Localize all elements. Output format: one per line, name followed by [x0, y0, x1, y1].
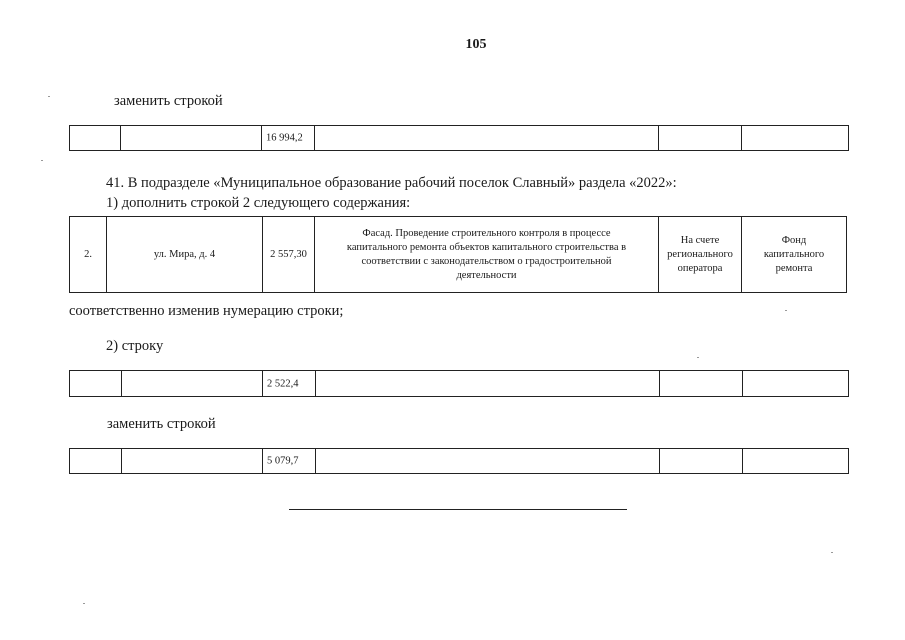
- scan-speck: [83, 603, 85, 604]
- col-account: [660, 449, 743, 473]
- page-number: 105: [465, 37, 487, 52]
- scan-speck: [41, 160, 43, 161]
- col-description: [316, 449, 660, 473]
- amount-value: 5 079,7: [267, 455, 299, 467]
- scan-speck: [48, 96, 50, 97]
- col-number: [70, 371, 122, 396]
- col-description: [315, 126, 659, 150]
- col-address: [122, 449, 263, 473]
- scan-speck: [697, 357, 699, 358]
- col-amount: [262, 126, 315, 150]
- renumber-note-text: соответственно изменив нумерацию строки;: [69, 303, 344, 319]
- item-41-text: 41. В подразделе «Муниципальное образование рабочий поселок Славный» раздела «2022»:: [106, 175, 677, 191]
- item-41-1-text: 1) дополнить строкой 2 следующего содержания:: [106, 195, 411, 211]
- col-amount: [263, 217, 315, 292]
- col-amount: [263, 371, 316, 396]
- col-account: [659, 126, 742, 150]
- col-address: [107, 217, 263, 292]
- col-account: [659, 217, 742, 292]
- scan-speck: [785, 310, 787, 311]
- col-fund: [743, 371, 848, 396]
- col-address: [122, 371, 263, 396]
- new-row-table: [69, 448, 849, 474]
- replace-with-line-text-2: заменить строкой: [107, 416, 216, 432]
- col-description: [315, 217, 659, 292]
- fund-value: Фонд капитального ремонта: [763, 234, 825, 274]
- added-row-table: [69, 216, 847, 293]
- amount-value: 16 994,2: [266, 132, 303, 144]
- col-description: [316, 371, 660, 396]
- col-account: [660, 371, 743, 396]
- col-number: [70, 126, 121, 150]
- col-number: [70, 449, 122, 473]
- description-value: Фасад. Проведение строительного контроля в процессе капитального ремонта объектов капитального строительства в соответствии с законодательством о градостроительной деятельности: [346, 227, 627, 281]
- item-2-text: 2) строку: [106, 338, 164, 354]
- replacement-row-table: [69, 125, 849, 151]
- col-fund: [743, 449, 848, 473]
- address-value: ул. Мира, д. 4: [153, 248, 216, 260]
- replace-with-line-text: заменить строкой: [114, 93, 223, 109]
- row-number: 2.: [84, 248, 92, 260]
- amount-value: 2 522,4: [267, 378, 299, 389]
- end-separator-line: [289, 509, 627, 510]
- col-fund: [742, 126, 848, 150]
- col-address: [121, 126, 262, 150]
- scan-speck: [831, 552, 833, 553]
- col-amount: [263, 449, 316, 473]
- amount-value: 2 557,30: [270, 248, 307, 260]
- old-row-table: [69, 370, 849, 397]
- account-value: На счете регионального оператора: [667, 234, 733, 274]
- col-fund: [742, 217, 846, 292]
- col-number: [70, 217, 107, 292]
